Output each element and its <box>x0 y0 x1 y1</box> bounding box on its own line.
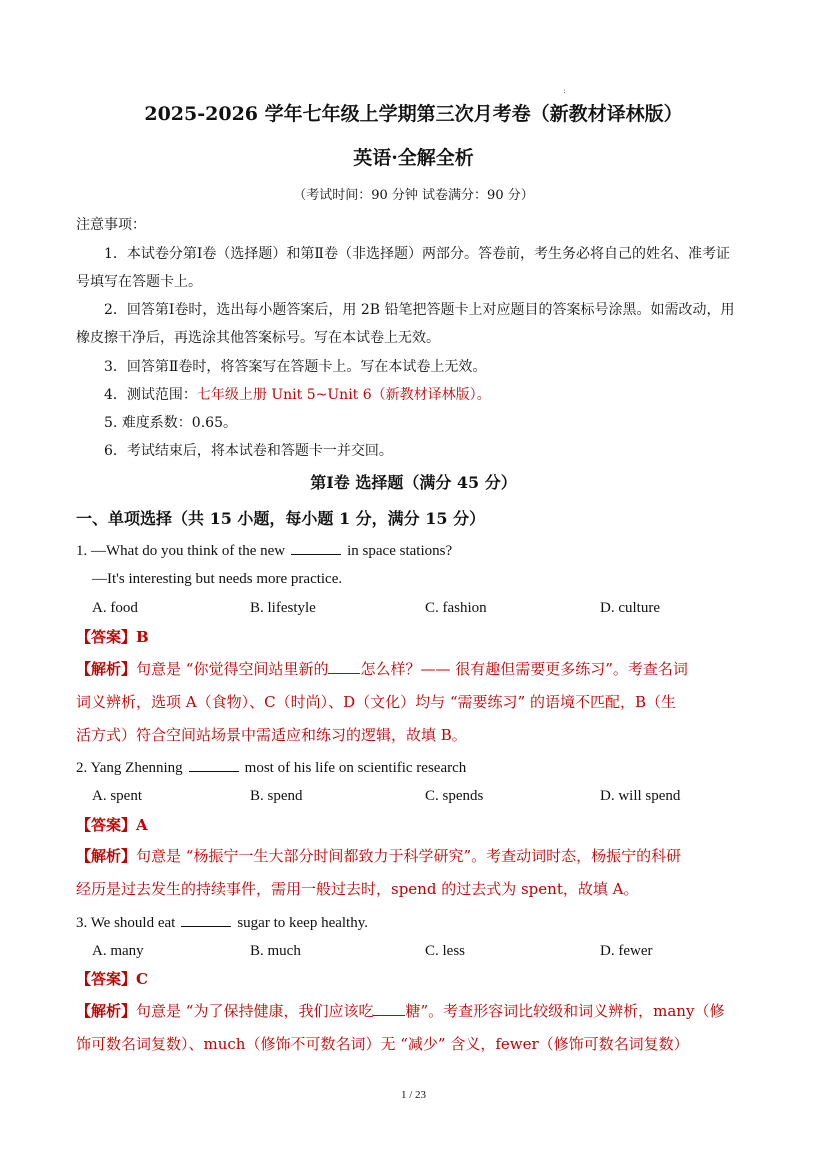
notice-item-2a: 2．回答第Ⅰ卷时，选出每小题答案后，用 2B 铅笔把答题卡上对应题目的答案标号涂黑。如需改动，用 <box>104 302 735 318</box>
q3-blank <box>181 912 231 927</box>
q3-stem-a: 3. We should eat <box>76 915 176 931</box>
q2-option-b: B. spend <box>250 788 303 804</box>
notice-item-3: 3．回答第Ⅱ卷时，将答案写在答题卡上。写在本试卷上无效。 <box>104 359 487 375</box>
q2-option-c: C. spends <box>425 788 484 804</box>
q2-stem <box>76 757 466 778</box>
q1-expl-1a: 句意是 “你觉得空间站里新的 <box>136 660 329 678</box>
q3-explanation-2: 饰可数名词复数）、much（修饰不可数名词）无 “减少” 含义，fewer（修饰可数名词复数） <box>76 1035 689 1053</box>
q3-explanation-1 <box>76 1001 724 1021</box>
q3-option-a: A. many <box>92 943 144 959</box>
q2-expl-1: 句意是 “杨振宁一生大部分时间都致力于科学研究”。考查动词时态，杨振宁的科研 <box>136 847 682 865</box>
q3-option-b: B. much <box>250 943 301 959</box>
q1-expl-blank <box>328 659 360 674</box>
q3-expl-tag: 【解析】 <box>76 1002 137 1020</box>
q1-answer: 【答案】B <box>76 628 149 646</box>
notice-item-1a: 1．本试卷分第Ⅰ卷（选择题）和第Ⅱ卷（非选择题）两部分。答卷前，考生务必将自己的姓名、准考证 <box>104 246 730 262</box>
part1-heading: 第Ⅰ卷 选择题（满分 45 分） <box>310 473 517 492</box>
notice-item-6: 6．考试结束后，将本试卷和答题卡一并交回。 <box>104 443 393 459</box>
notice-heading: 注意事项： <box>76 217 146 233</box>
q2-option-a: A. spent <box>92 788 142 804</box>
q1-explanation-1 <box>76 659 688 679</box>
q3-option-d: D. fewer <box>600 943 653 959</box>
q1-option-a: A. food <box>92 600 138 616</box>
q3-expl-blank <box>373 1001 405 1016</box>
page-subtitle: 英语·全解全析 <box>353 147 474 169</box>
section-heading: 一、单项选择（共 15 小题，每小题 1 分，满分 15 分） <box>76 509 486 528</box>
notice-item-5: 5. 难度系数：0.65。 <box>104 415 237 431</box>
exam-info: （考试时间：90 分钟 试卷满分：90 分） <box>293 188 534 203</box>
q1-stem <box>76 540 452 561</box>
q3-expl-1a: 句意是 “为了保持健康，我们应该吃 <box>136 1002 374 1020</box>
notice-item-4-prefix: 4．测试范围： <box>104 387 197 403</box>
scan-mark: : <box>563 86 566 95</box>
q1-expl-tag: 【解析】 <box>76 660 137 678</box>
q1-option-c: C. fashion <box>425 600 487 616</box>
q1-reply: —It's interesting but needs more practice. <box>92 571 343 587</box>
page-number: 1 / 23 <box>400 1089 427 1101</box>
q2-explanation-2: 经历是过去发生的持续事件，需用一般过去时，spend 的过去式为 spent，故填 A。 <box>76 880 639 898</box>
notice-item-4 <box>104 385 491 405</box>
notice-item-2b: 橡皮擦干净后，再选涂其他答案标号。写在本试卷上无效。 <box>76 330 440 346</box>
page-title: 2025-2026 学年七年级上学期第三次月考卷（新教材译林版） <box>144 103 683 125</box>
q3-stem-b: sugar to keep healthy. <box>237 915 368 931</box>
q3-expl-1b: 糖”。考查形容词比较级和词义辨析，many（修 <box>405 1002 725 1020</box>
q1-stem-a: 1. —What do you think of the new <box>76 543 286 559</box>
q2-answer: 【答案】A <box>76 816 148 834</box>
notice-item-4-scope: 七年级上册 Unit 5~Unit 6（新教材译林版）。 <box>196 387 491 403</box>
q2-blank <box>189 757 239 772</box>
q2-option-d: D. will spend <box>600 788 681 804</box>
q1-explanation-2: 词义辨析，选项 A（食物）、C（时尚）、D（文化）均与 “需要练习” 的语境不匹配，B（生 <box>76 693 677 711</box>
q2-expl-tag: 【解析】 <box>76 847 137 865</box>
q1-explanation-3: 活方式）符合空间站场景中需适应和练习的逻辑，故填 B。 <box>76 726 467 744</box>
q1-expl-1b: 怎么样？—— 很有趣但需要更多练习”。考查名词 <box>360 660 688 678</box>
q1-blank <box>291 540 341 555</box>
q3-option-c: C. less <box>425 943 466 959</box>
q2-explanation-1 <box>76 846 681 866</box>
q2-stem-a: 2. Yang Zhenning <box>76 760 183 776</box>
q1-option-b: B. lifestyle <box>250 600 316 616</box>
q1-option-d: D. culture <box>600 600 660 616</box>
q1-stem-b: in space stations? <box>347 543 453 559</box>
q3-stem <box>76 912 368 933</box>
q2-stem-b: most of his life on scientific research <box>244 760 467 776</box>
notice-item-1b: 号填写在答题卡上。 <box>76 274 202 290</box>
q3-answer: 【答案】C <box>76 970 148 988</box>
